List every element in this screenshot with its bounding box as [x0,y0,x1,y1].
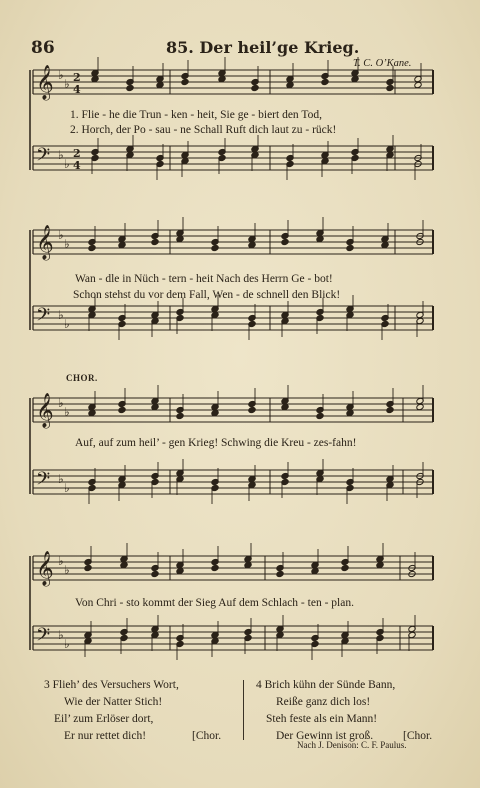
chorus-marker: [Chor. [192,730,222,742]
time-signature: 4 [73,159,81,172]
column-divider [243,680,244,740]
notehead [248,406,256,413]
lyric-line: Wan - dle in Nüch - tern - heit Nach des Herrn Ge - bot! [75,273,333,285]
flat-sign: ♭ [64,481,70,495]
lyric-line: 1. Flie - he die Trun - ken - heit, Sie ge - biert den Tod, [70,109,322,121]
flat-sign: ♭ [64,637,70,651]
notehead [151,238,159,245]
notehead [156,81,164,88]
time-signature: 2 [73,71,81,84]
notehead [416,403,424,410]
notehead [181,78,189,85]
flat-sign: ♭ [64,317,70,331]
notehead [316,235,324,242]
notehead [120,561,128,568]
notehead [84,564,92,571]
notehead [218,75,226,82]
lyric-line: Von Chri - sto kommt der Sieg Auf dem Schlach - ten - plan. [75,597,354,609]
notehead [211,244,219,251]
bass-clef: 𝄢 [36,625,51,650]
notehead [321,78,329,85]
notehead [414,81,422,88]
notehead [88,409,96,416]
notehead [251,84,259,91]
hymn-title: 85. Der heil’ge Krieg. [166,38,360,57]
flat-sign: ♭ [58,308,64,322]
flat-sign: ♭ [58,628,64,642]
notehead [341,564,349,571]
verse-3 [44,677,179,745]
bass-clef: 𝄢 [36,305,51,330]
notehead [151,570,159,577]
notehead [346,409,354,416]
flat-sign: ♭ [64,237,70,251]
notehead [311,567,319,574]
notehead [88,244,96,251]
notehead [126,84,134,91]
notehead [244,561,252,568]
verse-4 [256,677,395,745]
notehead [176,412,184,419]
flat-sign: ♭ [58,554,64,568]
notehead [91,75,99,82]
flat-sign: ♭ [58,68,64,82]
notehead [386,84,394,91]
chorus-label: CHOR. [66,373,98,383]
lyric-line: Auf, auf zum heil’ - gen Krieg! Schwing die Kreu - zes-fahn! [75,437,357,449]
notehead [386,406,394,413]
verse-line: 4 Brich kühn der Sünde Bann, [256,679,396,691]
flat-sign: ♭ [64,563,70,577]
notehead [281,403,289,410]
time-signature: 4 [73,83,81,96]
notehead [276,570,284,577]
treble-clef: 𝄞 [36,551,54,586]
page-number: 86 [31,38,55,58]
notehead [211,409,219,416]
chorus-marker: [Chor. [403,730,433,742]
flat-sign: ♭ [64,405,70,419]
notehead [118,241,126,248]
notehead [381,241,389,248]
flat-sign: ♭ [64,77,70,91]
verse-line: Er nur rettet dich! [64,730,147,742]
flat-sign: ♭ [58,148,64,162]
bass-clef: 𝄢 [36,469,51,494]
flat-sign: ♭ [58,228,64,242]
text-credit: Nach J. Denison: C. F. Paulus. [297,740,407,750]
lyric-line: 2. Horch, der Po - sau - ne Schall Ruft dich laut zu - rück! [70,124,337,136]
verse-line: Der Gewinn ist groß. [276,730,374,742]
notehead [211,564,219,571]
notehead [351,75,359,82]
verse-line: Steh feste als ein Mann! [266,713,378,725]
flat-sign: ♭ [64,157,70,171]
verse-line: Reiße ganz dich los! [276,696,371,708]
composer-credit: T. C. O’Kane. [353,58,412,69]
notehead [281,238,289,245]
treble-clef: 𝄞 [36,393,54,428]
notehead [286,81,294,88]
notehead [316,412,324,419]
notehead [376,561,384,568]
verse-line: Eil’ zum Erlöser dort, [54,713,154,725]
notehead [176,235,184,242]
treble-clef: 𝄞 [36,65,54,100]
flat-sign: ♭ [58,472,64,486]
flat-sign: ♭ [58,396,64,410]
verse-line: 3 Flieh’ des Versuchers Wort, [44,679,179,691]
notehead [248,241,256,248]
verse-line: Wie der Natter Stich! [64,696,163,708]
lyric-line: Schon stehst du vor dem Fall, Wen - de schnell den Blick! [73,289,341,301]
notehead [346,244,354,251]
treble-clef: 𝄞 [36,225,54,260]
notehead [176,567,184,574]
time-signature: 2 [73,147,81,160]
notehead [118,406,126,413]
bass-clef: 𝄢 [36,145,51,170]
notehead [151,403,159,410]
